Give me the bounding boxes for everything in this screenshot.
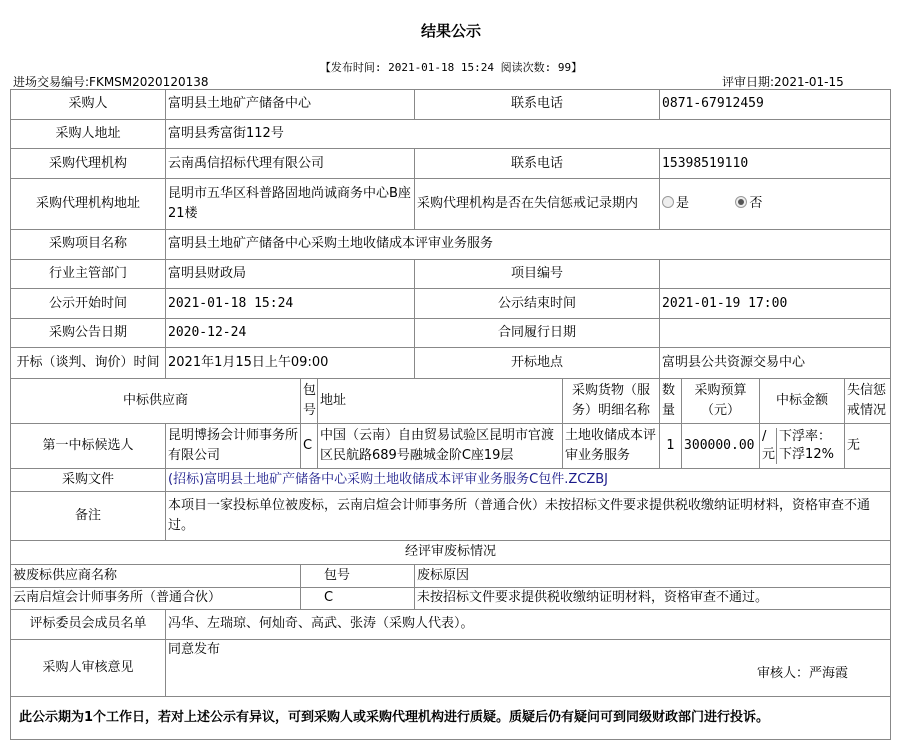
disq-reason: 未按招标文件要求提供税收缴纳证明材料，资格审查不通过。 [415,587,891,609]
contract-label: 合同履行日期 [415,318,660,348]
disq-h-name: 被废标供应商名称 [11,565,301,587]
row-project-name [11,229,891,259]
col-amount: 中标金额 [760,379,845,424]
project-name: 富明县土地矿产储备中心采购土地收储成本评审业务服务 [166,229,891,259]
winner-rank: 第一中标候选人 [11,424,166,469]
start-label: 公示开始时间 [11,289,166,319]
project-name-label: 采购项目名称 [11,229,166,259]
dept-value: 富明县财政局 [166,259,415,289]
row-purchaser-addr [11,119,891,149]
credit-label: 采购代理机构是否在失信惩戒记录期内 [415,178,660,229]
result-table [10,89,891,740]
footer-note: 此公示期为1个工作日，若对上述公示有异议，可到采购人或采购代理机构进行质疑。质疑后仍有疑问可到同级财政部门进行投诉。 [11,696,891,739]
notice-date-label: 采购公告日期 [11,318,166,348]
row-disq-header [11,565,891,587]
open-place: 富明县公共资源交易中心 [660,348,891,379]
winner-address: 中国（云南）自由贸易试验区昆明市官渡区民航路689号融城金阶C座19层 [318,424,563,469]
row-agency [11,149,891,179]
committee-members: 冯华、左瑞琼、何灿奇、高武、张涛（采购人代表）。 [166,610,891,640]
end-label: 公示结束时间 [415,289,660,319]
open-time: 2021年1月15日上午09:00 [166,348,415,379]
project-no-label: 项目编号 [415,259,660,289]
credit-no-radio[interactable] [735,196,747,208]
winner-qty: 1 [660,424,682,469]
row-agency-addr [11,178,891,229]
credit-yes-radio[interactable] [662,196,674,208]
purchaser-label: 采购人 [11,90,166,120]
row-opinion [11,639,891,696]
row-dept [11,259,891,289]
remark-text: 本项目一家投标单位被废标，云南启煊会计师事务所（普通合伙）未按招标文件要求提供税收缴纳证明材料，资格审查不通过。 [166,491,891,540]
publish-info: 【发布时间: 2021-01-18 15:24 阅读次数: 99】 [319,61,583,74]
agency-label: 采购代理机构 [11,149,166,179]
contract-value [660,318,891,348]
phone-label: 联系电话 [415,90,660,120]
docs-label: 采购文件 [11,469,166,491]
agency-phone: 15398519110 [660,149,891,179]
col-qty: 数量 [660,379,682,424]
credit-no-label: 否 [749,195,763,211]
col-credit: 失信惩戒情况 [845,379,891,424]
disq-h-pkg: 包号 [301,565,415,587]
row-docs [11,469,891,491]
credit-yes-label: 是 [676,195,690,211]
docs-value [166,469,891,491]
opinion-label: 采购人审核意见 [11,639,166,696]
row-notice-date [11,318,891,348]
project-no [660,259,891,289]
row-disq-title [11,540,891,565]
winner-amount-unit: /元 [762,429,776,463]
disq-name: 云南启煊会计师事务所（普通合伙） [11,587,301,609]
agency-addr-label: 采购代理机构地址 [11,178,166,229]
opinion-cell [166,639,891,696]
winner-row [11,424,891,469]
page-title: 结果公示 [420,22,481,40]
winner-credit: 无 [845,424,891,469]
open-place-label: 开标地点 [415,348,660,379]
row-footer [11,696,891,739]
disq-h-reason: 废标原因 [415,565,891,587]
disq-pkg: C [301,587,415,609]
row-disq-entry [11,587,891,609]
purchaser-addr: 富明县秀富街112号 [166,119,891,149]
opinion-text: 同意发布 [168,641,221,657]
disq-title: 经评审废标情况 [11,540,891,565]
row-committee [11,610,891,640]
col-package: 包号 [301,379,318,424]
agency-addr: 昆明市五华区科普路固地尚诚商务中心B座21楼 [166,178,415,229]
end-value: 2021-01-19 17:00 [660,289,891,319]
agency-value: 云南禹信招标代理有限公司 [166,149,415,179]
reviewer: 审核人：严海霞 [757,665,849,681]
winner-goods: 土地收储成本评审业务服务 [563,424,660,469]
start-value: 2021-01-18 15:24 [166,289,415,319]
purchaser-addr-label: 采购人地址 [11,119,166,149]
dept-label: 行业主管部门 [11,259,166,289]
col-supplier: 中标供应商 [11,379,301,424]
docs-link[interactable]: (招标)富明县土地矿产储备中心采购土地收储成本评审业务服务C包件.ZCZBJ [168,471,608,487]
winner-header-row [11,379,891,424]
winner-amount [760,424,845,469]
winner-budget: 300000.00 [682,424,760,469]
row-purchaser [11,90,891,120]
remark-label: 备注 [11,491,166,540]
trade-code: 进场交易编号:FKMSM2020120138 [13,75,209,89]
winner-supplier: 昆明博扬会计师事务所有限公司 [166,424,301,469]
col-budget: 采购预算（元） [682,379,760,424]
review-date: 评审日期:2021-01-15 [722,75,844,89]
agency-phone-label: 联系电话 [415,149,660,179]
row-remark [11,491,891,540]
purchaser-phone: 0871-67912459 [660,90,891,120]
committee-label: 评标委员会成员名单 [11,610,166,640]
open-time-label: 开标（谈判、询价）时间 [11,348,166,379]
credit-options [660,178,891,229]
col-address: 地址 [318,379,563,424]
winner-float-rate: 下浮率：下浮12% [776,428,842,464]
winner-package: C [301,424,318,469]
notice-date: 2020-12-24 [166,318,415,348]
purchaser-value: 富明县土地矿产储备中心 [166,90,415,120]
row-open [11,348,891,379]
col-goods: 采购货物（服务）明细名称 [563,379,660,424]
row-period [11,289,891,319]
